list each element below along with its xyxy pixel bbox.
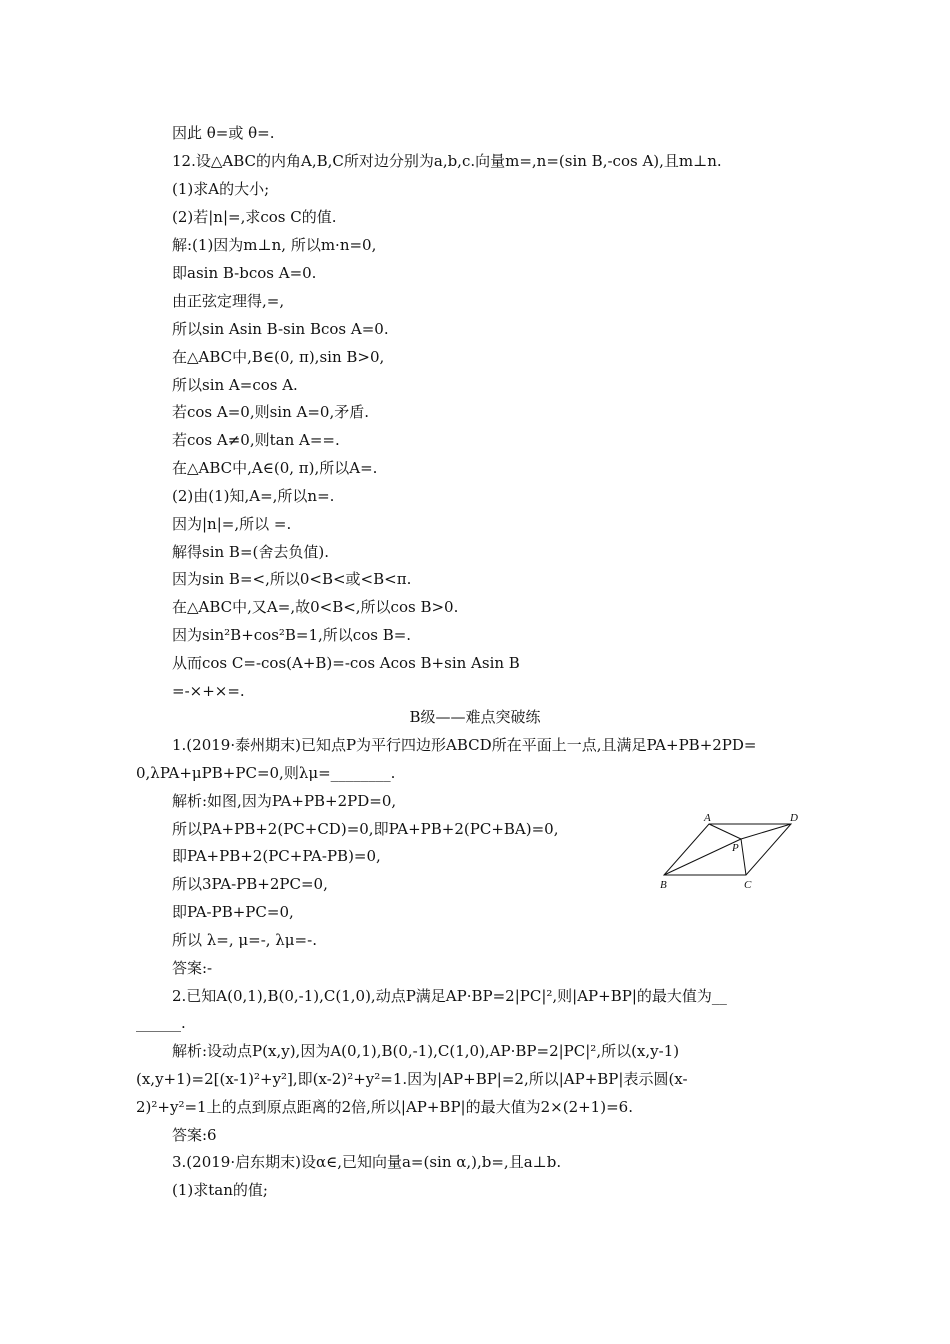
segment-pa bbox=[709, 824, 741, 839]
text-line: (2)若|n|=,求cos C的值. bbox=[172, 208, 337, 226]
text-line: 所以PA+PB+2(PC+CD)=0,即PA+PB+2(PC+BA)=0, bbox=[172, 820, 559, 838]
text-line: 在△ABC中,B∈(0, π),sin B>0, bbox=[172, 348, 385, 366]
text-line: 因此 θ=或 θ=. bbox=[172, 124, 275, 142]
text-line: 所以3PA-PB+2PC=0, bbox=[172, 875, 328, 893]
text-line: 因为|n|=,所以 =. bbox=[172, 515, 292, 533]
text-line: 即PA+PB+2(PC+PA-PB)=0, bbox=[172, 847, 381, 865]
answer-line: 答案:6 bbox=[172, 1126, 217, 1144]
text-line: 所以sin A=cos A. bbox=[172, 376, 298, 394]
text-line: 即PA-PB+PC=0, bbox=[172, 903, 294, 921]
answer-line: 答案:- bbox=[172, 959, 213, 977]
text-line: 解析:如图,因为PA+PB+2PD=0, bbox=[172, 792, 397, 810]
section-heading: B级——难点突破练 bbox=[409, 708, 541, 726]
text-line: 由正弦定理得,=, bbox=[172, 292, 285, 310]
text-line: ______. bbox=[136, 1014, 186, 1032]
text-line: 解析:设动点P(x,y),因为A(0,1),B(0,-1),C(1,0),AP·BP=2|PC|²,所以(x,y-1) bbox=[172, 1042, 680, 1060]
text-line: 若cos A=0,则sin A=0,矛盾. bbox=[172, 403, 370, 421]
text-line: 因为sin B=<,所以0<B<或<B<π. bbox=[172, 570, 412, 588]
text-line: 所以 λ=, μ=-, λμ=-. bbox=[172, 931, 317, 949]
text-line: (1)求A的大小; bbox=[172, 180, 270, 198]
text-line: 若cos A≠0,则tan A==. bbox=[172, 431, 340, 449]
text-line: =-×+×=. bbox=[172, 682, 245, 700]
problem-12-statement: 12.设△ABC的内角A,B,C所对边分别为a,b,c.向量m=,n=(sin B,-cos A),且m⊥n. bbox=[172, 152, 722, 170]
segment-pc bbox=[741, 839, 746, 875]
text-line: 从而cos C=-cos(A+B)=-cos Acos B+sin Asin B bbox=[172, 654, 520, 672]
label-c: C bbox=[744, 879, 752, 891]
text-line: 解:(1)因为m⊥n, 所以m·n=0, bbox=[172, 236, 377, 254]
text-line: (1)求tan的值; bbox=[172, 1181, 268, 1199]
segment-pb bbox=[664, 839, 741, 875]
problem-1-statement: 1.(2019·泰州期末)已知点P为平行四边形ABCD所在平面上一点,且满足PA+PB+2PD= bbox=[172, 736, 757, 754]
text-line: 因为sin²B+cos²B=1,所以cos B=. bbox=[172, 626, 412, 644]
label-b: B bbox=[660, 879, 667, 891]
problem-2-statement: 2.已知A(0,1),B(0,-1),C(1,0),动点P满足AP·BP=2|PC|²,则|AP+BP|的最大值为__ bbox=[172, 987, 727, 1005]
text-line: 在△ABC中,又A=,故0<B<,所以cos B>0. bbox=[172, 598, 459, 616]
text-line: 即asin B-bcos A=0. bbox=[172, 264, 317, 282]
text-line: 2)²+y²=1上的点到原点距离的2倍,所以|AP+BP|的最大值为2×(2+1)=6. bbox=[136, 1098, 633, 1116]
text-line: 所以sin Asin B-sin Bcos A=0. bbox=[172, 320, 389, 338]
parallelogram-figure bbox=[655, 812, 815, 892]
label-d: D bbox=[790, 812, 798, 824]
parallelogram-abcd bbox=[664, 824, 791, 875]
text-line: (x,y+1)=2[(x-1)²+y²],即(x-2)²+y²=1.因为|AP+BP|=2,所以|AP+BP|表示圆(x- bbox=[136, 1070, 688, 1088]
text-line: (2)由(1)知,A=,所以n=. bbox=[172, 487, 335, 505]
segment-pd bbox=[741, 824, 791, 839]
text-line: 0,λPA+μPB+PC=0,则λμ=________. bbox=[136, 764, 396, 782]
label-a: A bbox=[704, 812, 711, 824]
label-p: P bbox=[732, 842, 739, 854]
text-line: 解得sin B=(舍去负值). bbox=[172, 543, 329, 561]
problem-3-statement: 3.(2019·启东期末)设α∈,已知向量a=(sin α,),b=,且a⊥b. bbox=[172, 1153, 562, 1171]
text-line: 在△ABC中,A∈(0, π),所以A=. bbox=[172, 459, 378, 477]
